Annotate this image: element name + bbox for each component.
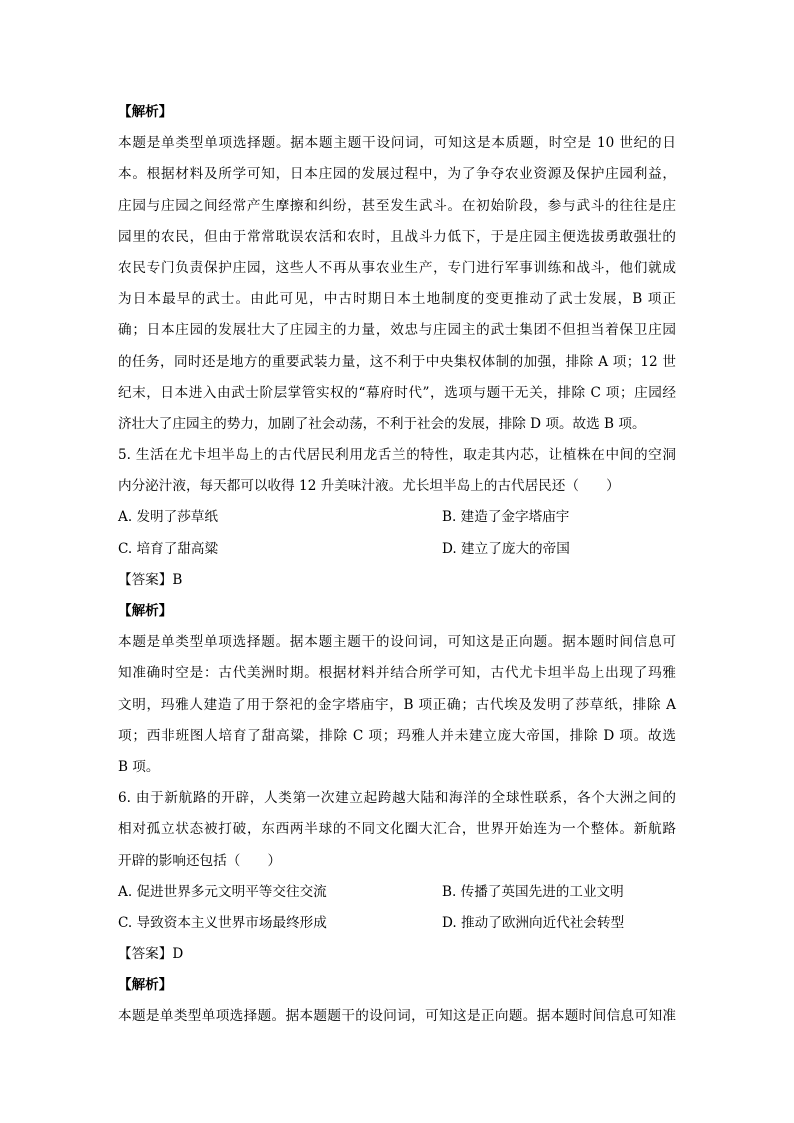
- question-5-stem: 内分泌汁液，每天都可以收得 12 升美味汁液。尤长坦半岛上的古代居民还（ ）: [118, 478, 620, 495]
- answer-label: 【答案】D: [118, 946, 184, 963]
- question-6-stem: 6. 由于新航路的开辟，人类第一次建立起跨越大陆和海洋的全球性联系，各个大洲之间的: [118, 790, 676, 807]
- analysis-line: 济壮大了庄园主的势力，加剧了社会动荡，不利于社会的发展，排除 D 项。故选 B 项。: [118, 415, 646, 432]
- option-d: D. 推动了欧洲向近代社会转型: [442, 914, 625, 931]
- analysis-line: 知准确时空是：古代美洲时期。根据材料并结合所学可知，古代尤卡坦半岛上出现了玛雅: [118, 665, 676, 682]
- question-5-stem: 5. 生活在尤卡坦半岛上的古代居民利用龙舌兰的特性，取走其内芯，让植株在中间的空洞: [118, 447, 676, 464]
- analysis-line: 农民专门负责保护庄园，这些人不再从事农业生产，专门进行军事训练和战斗，他们就成: [118, 259, 676, 276]
- option-a: A. 发明了莎草纸: [118, 509, 219, 526]
- analysis-label: 【解析】: [118, 104, 173, 120]
- option-a: A. 促进世界多元文明平等交往交流: [118, 883, 327, 900]
- analysis-line: B 项。: [118, 758, 160, 775]
- analysis-label: 【解析】: [118, 603, 173, 619]
- analysis-line: 庄园与庄园之间经常产生摩擦和纠纷，甚至发生武斗。在初始阶段，参与武斗的往往是庄: [118, 197, 676, 214]
- analysis-line: 项；西非班图人培育了甜高粱，排除 C 项；玛雅人并未建立庞大帝国，排除 D 项。故选: [118, 727, 676, 744]
- answer-label: 【答案】B: [118, 571, 183, 588]
- analysis-line: 文明，玛雅人建造了用于祭祀的金字塔庙宇，B 项正确；古代埃及发明了莎草纸，排除 A: [118, 696, 676, 713]
- analysis-line: 本题是单类型单项选择题。据本题题干的设问词，可知这是正向题。据本题时间信息可知准: [118, 1008, 676, 1025]
- question-5-options-row-2: [118, 534, 676, 565]
- option-c: C. 培育了甜高粱: [118, 540, 219, 557]
- question-6-stem: 开辟的影响还包括（ ）: [118, 852, 282, 869]
- option-b: B. 传播了英国先进的工业文明: [442, 883, 624, 900]
- analysis-line: 本题是单类型单项选择题。据本题主题干设问词，可知这是本质题，时空是 10 世纪的日: [118, 135, 676, 152]
- analysis-line: 本。根据材料及所学可知，日本庄园的发展过程中，为了争夺农业资源及保护庄园利益，: [118, 166, 676, 183]
- option-d: D. 建立了庞大的帝国: [442, 540, 570, 557]
- question-6-options-row-1: [118, 877, 676, 908]
- option-c: C. 导致资本主义世界市场最终形成: [118, 914, 327, 931]
- analysis-line: 的任务，同时还是地方的重要武装力量，这不利于中央集权体制的加强，排除 A 项；12 世: [118, 353, 676, 370]
- question-6-stem: 相对孤立状态被打破，东西两半球的不同文化圈大汇合，世界开始连为一个整体。新航路: [118, 821, 676, 838]
- analysis-line: 为日本最早的武士。由此可见，中古时期日本土地制度的变更推动了武士发展，B 项正: [118, 291, 676, 308]
- analysis-label: 【解析】: [118, 977, 173, 994]
- analysis-line: 纪末，日本进入由武士阶层掌管实权的“幕府时代”，选项与题干无关，排除 C 项；庄园经: [118, 384, 676, 401]
- question-6-options-row-2: [118, 908, 676, 939]
- analysis-line: 确；日本庄园的发展壮大了庄园主的力量，效忠与庄园主的武士集团不但担当着保卫庄园: [118, 322, 676, 339]
- analysis-line: 本题是单类型单项选择题。据本题主题干的设问词，可知这是正向题。据本题时间信息可: [118, 634, 676, 651]
- document-page: [118, 97, 676, 1033]
- analysis-line: 园里的农民，但由于常常耽误农活和农时，且战斗力低下，于是庄园主便选拔勇敢强壮的: [118, 228, 676, 245]
- option-b: B. 建造了金字塔庙宇: [442, 509, 570, 526]
- question-5-options-row-1: [118, 502, 676, 533]
